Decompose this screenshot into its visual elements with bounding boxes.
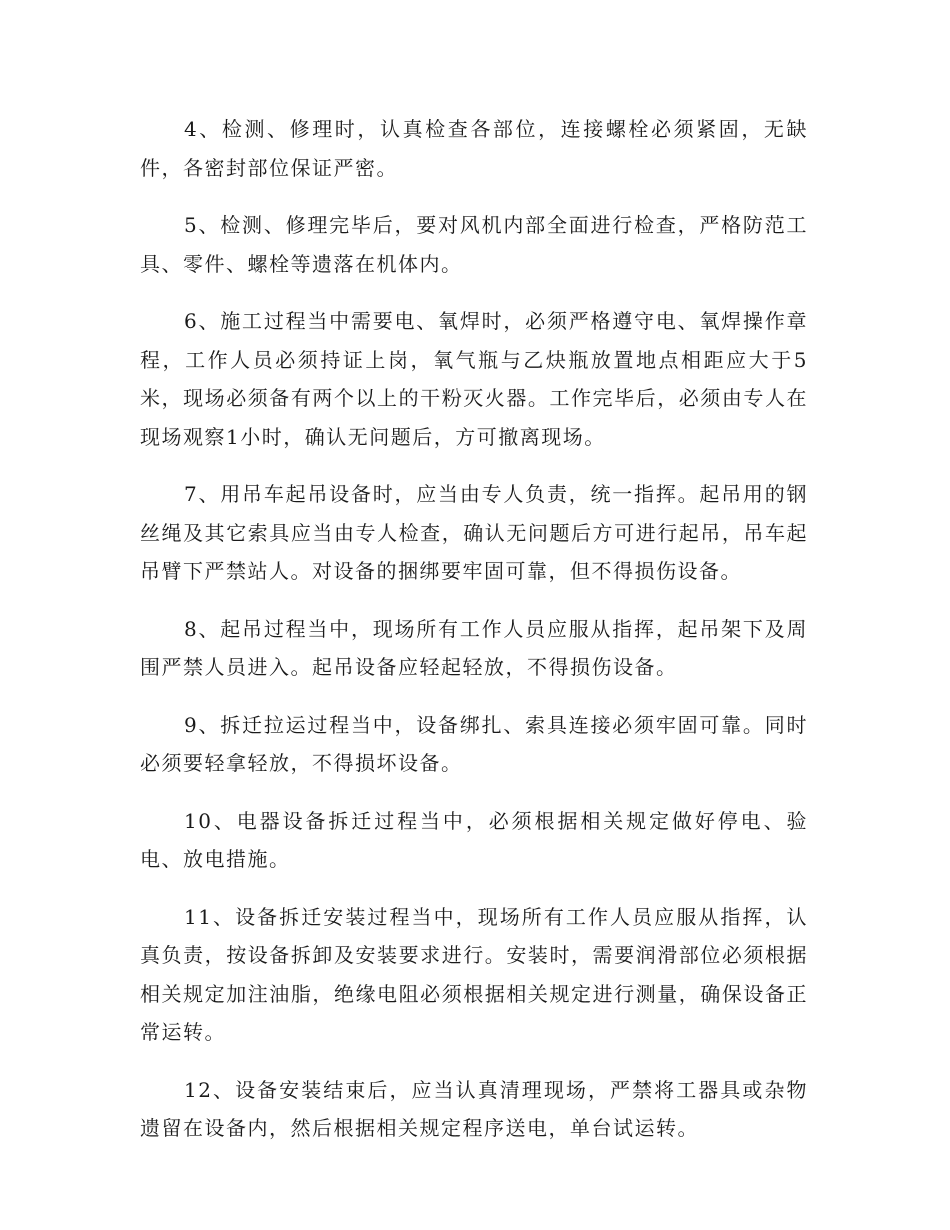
paragraph-item-5: 5、检测、修理完毕后，要对风机内部全面进行检查，严格防范工具、零件、螺栓等遗落在机体内。 (140, 213, 808, 276)
paragraph-item-4: 4、检测、修理时，认真检查各部位，连接螺栓必须紧固，无缺件，各密封部位保证严密。 (140, 117, 808, 180)
document-body (140, 110, 808, 1167)
paragraph-item-9: 9、拆迁拉运过程当中，设备绑扎、索具连接必须牢固可靠。同时必须要轻拿轻放，不得损坏设备。 (140, 712, 808, 775)
paragraph-item-11: 11、设备拆迁安装过程当中，现场所有工作人员应服从指挥，认真负责，按设备拆卸及安装要求进行。安装时，需要润滑部位必须根据相关规定加注油脂，绝缘电阻必须根据相关规定进行测量，确保设备正常运转。 (140, 904, 808, 1044)
paragraph-item-6: 6、施工过程当中需要电、氧焊时，必须严格遵守电、氧焊操作章程，工作人员必须持证上岗，氧气瓶与乙炔瓶放置地点相距应大于5米，现场必须备有两个以上的干粉灭火器。工作完毕后，必须由专人在现场观察1小时，确认无问题后，方可撤离现场。 (140, 309, 808, 449)
paragraph-item-12: 12、设备安装结束后，应当认真清理现场，严禁将工器具或杂物遗留在设备内，然后根据相关规定程序送电，单台试运转。 (140, 1077, 808, 1140)
paragraph-item-8: 8、起吊过程当中，现场所有工作人员应服从指挥，起吊架下及周围严禁人员进入。起吊设备应轻起轻放，不得损伤设备。 (140, 616, 808, 679)
paragraph-item-10: 10、电器设备拆迁过程当中，必须根据相关规定做好停电、验电、放电措施。 (140, 808, 808, 871)
paragraph-item-7: 7、用吊车起吊设备时，应当由专人负责，统一指挥。起吊用的钢丝绳及其它索具应当由专人检查，确认无问题后方可进行起吊，吊车起吊臂下严禁站人。对设备的捆绑要牢固可靠，但不得损伤设备。 (140, 482, 808, 583)
